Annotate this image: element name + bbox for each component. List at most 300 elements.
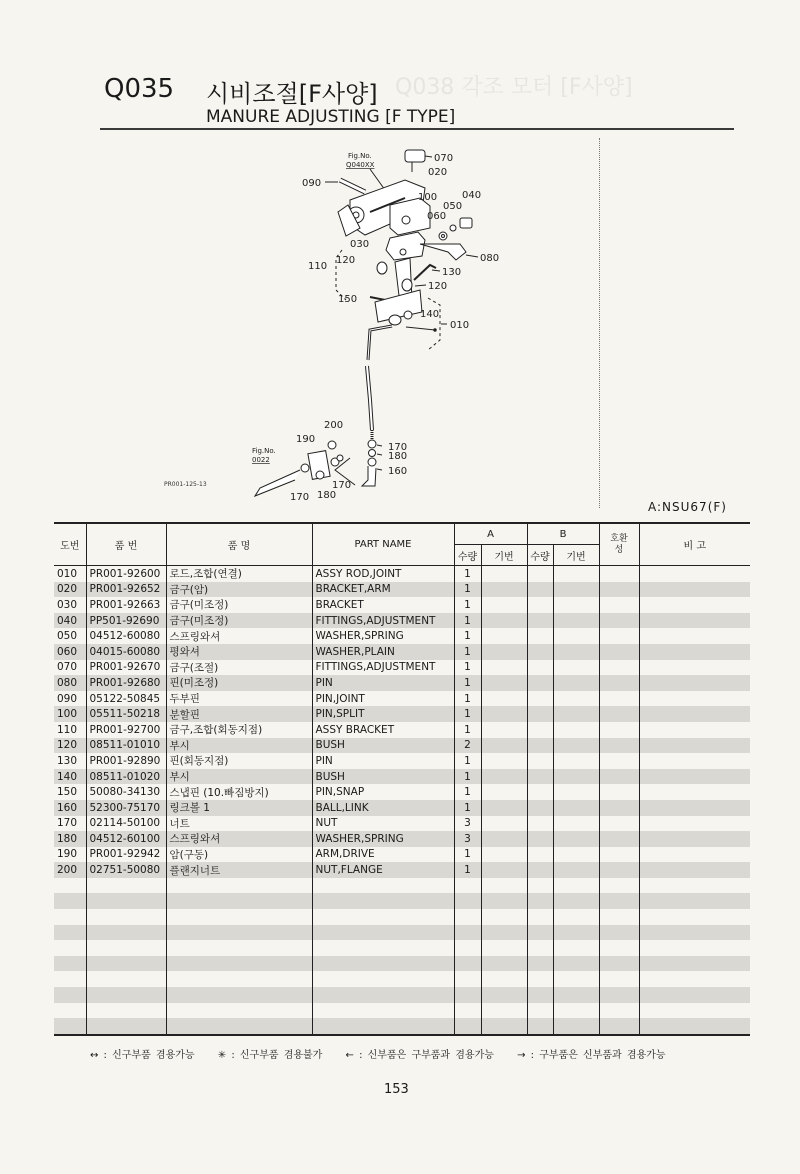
remarks-cell (639, 628, 750, 644)
table-row (54, 738, 750, 754)
callout-020: 020 (428, 167, 448, 178)
qty-b-cell (527, 753, 553, 769)
empty-cell (312, 971, 454, 987)
callout-090: 090 (302, 178, 322, 189)
fig-ref-top-code: Q040XX (346, 161, 375, 169)
remarks-cell (639, 831, 750, 847)
name-ko-cell: 평와셔 (166, 644, 312, 660)
serial-a-cell (481, 769, 527, 785)
remarks-cell (639, 862, 750, 878)
empty-cell (312, 1003, 454, 1019)
empty-cell (166, 878, 312, 894)
empty-cell (553, 909, 599, 925)
table-row (54, 566, 750, 582)
part-name-cell: BRACKET (312, 597, 454, 613)
empty-cell (599, 878, 639, 894)
empty-cell (481, 925, 527, 941)
header-serial-a: 기번 (481, 545, 527, 566)
part-name-cell: NUT,FLANGE (312, 862, 454, 878)
part-name-cell: ASSY BRACKET (312, 722, 454, 738)
column-divider (599, 138, 600, 508)
qty-a-cell: 1 (454, 784, 481, 800)
ref-no-cell: 200 (54, 862, 86, 878)
empty-cell (481, 893, 527, 909)
bleed-through-text: Q038 각조 모터 [F사양] (395, 75, 633, 100)
empty-cell (599, 987, 639, 1003)
serial-b-cell (553, 862, 599, 878)
empty-cell (481, 971, 527, 987)
serial-a-cell (481, 597, 527, 613)
part-name-cell: PIN,SPLIT (312, 706, 454, 722)
interchange-cell (599, 847, 639, 863)
empty-cell (312, 1018, 454, 1035)
table-row (54, 769, 750, 785)
name-ko-cell: 로드,조합(연결) (166, 566, 312, 582)
qty-b-cell (527, 831, 553, 847)
qty-b-cell (527, 847, 553, 863)
empty-cell (166, 1018, 312, 1035)
empty-cell (553, 987, 599, 1003)
empty-cell (86, 940, 166, 956)
empty-cell (553, 940, 599, 956)
part-no-cell: 08511-01020 (86, 769, 166, 785)
empty-cell (454, 987, 481, 1003)
serial-b-cell (553, 816, 599, 832)
empty-cell (527, 956, 553, 972)
name-ko-cell: 링크볼 1 (166, 800, 312, 816)
qty-a-cell: 1 (454, 769, 481, 785)
name-ko-cell: 금구(미조정) (166, 597, 312, 613)
empty-cell (166, 909, 312, 925)
callout-170: 170 (388, 442, 408, 453)
empty-cell (454, 893, 481, 909)
remarks-cell (639, 800, 750, 816)
empty-cell (54, 909, 86, 925)
remarks-cell (639, 675, 750, 691)
empty-cell (86, 987, 166, 1003)
fig-ref-top-label: Fig.No. (348, 152, 372, 160)
empty-cell (86, 1003, 166, 1019)
serial-a-cell (481, 613, 527, 629)
part-no-cell: 04512-60080 (86, 628, 166, 644)
ref-no-cell: 090 (57, 692, 78, 705)
callout-080: 080 (480, 253, 500, 264)
part-name-cell: BRACKET,ARM (312, 582, 454, 598)
empty-cell (54, 1018, 86, 1035)
empty-cell (599, 940, 639, 956)
empty-cell (527, 1003, 553, 1019)
qty-a-cell: 1 (454, 644, 481, 660)
callout-200: 200 (324, 420, 344, 431)
legend-item: → : 구부품은 신부품과 겸용가능 (517, 1050, 666, 1061)
serial-b-cell (553, 831, 599, 847)
qty-b-cell (527, 800, 553, 816)
part-name-cell: WASHER,PLAIN (312, 644, 454, 660)
callout-120: 120 (428, 281, 448, 292)
empty-cell (639, 1003, 750, 1019)
empty-cell (86, 893, 166, 909)
empty-cell (553, 956, 599, 972)
empty-cell (54, 1003, 86, 1019)
qty-a-cell: 1 (454, 847, 481, 863)
part-no-cell: 52300-75170 (86, 800, 166, 816)
serial-b-cell (553, 613, 599, 629)
name-ko-cell: 플랜지너트 (166, 862, 312, 878)
table-row (54, 675, 750, 691)
header-group-a: A (454, 523, 527, 545)
ref-no-cell: 020 (54, 582, 86, 598)
empty-cell (599, 893, 639, 909)
empty-cell (481, 956, 527, 972)
header-remarks: 비 고 (639, 523, 750, 566)
name-ko-cell: 핀(회동지점) (166, 753, 312, 769)
interchange-cell (599, 862, 639, 878)
part-name-cell: PIN (312, 675, 454, 691)
remarks-cell (639, 816, 750, 832)
serial-a-cell (481, 831, 527, 847)
remarks-cell (639, 597, 750, 613)
empty-cell (312, 956, 454, 972)
interchange-cell (599, 816, 639, 832)
empty-cell (553, 878, 599, 894)
serial-b-cell (553, 582, 599, 598)
remarks-cell (639, 566, 750, 582)
serial-b-cell (553, 628, 599, 644)
part-name-cell: PIN (312, 753, 454, 769)
table-row (54, 722, 750, 738)
qty-b-cell (527, 582, 553, 598)
empty-cell (86, 971, 166, 987)
empty-cell (166, 971, 312, 987)
callout-050: 050 (443, 201, 463, 212)
empty-table-row (54, 971, 750, 987)
empty-cell (481, 940, 527, 956)
empty-cell (639, 971, 750, 987)
ref-no-cell: 070 (57, 661, 78, 674)
serial-b-cell (553, 706, 599, 722)
interchange-cell (599, 769, 639, 785)
ref-no-cell: 140 (54, 769, 86, 785)
empty-cell (599, 971, 639, 987)
remarks-cell (639, 847, 750, 863)
exploded-parts-diagram (160, 140, 500, 505)
empty-table-row (54, 878, 750, 894)
empty-cell (639, 987, 750, 1003)
ref-no-cell: 050 (57, 630, 78, 643)
header-qty-a: 수량 (454, 545, 481, 566)
empty-cell (454, 971, 481, 987)
empty-cell (639, 956, 750, 972)
empty-cell (86, 925, 166, 941)
qty-b-cell (527, 738, 553, 754)
qty-a-cell: 1 (454, 660, 481, 676)
name-ko-cell: 부시 (166, 738, 312, 754)
ref-no-cell: 080 (54, 675, 86, 691)
remarks-cell (639, 582, 750, 598)
empty-cell (54, 956, 86, 972)
name-ko-cell: 핀(미조정) (166, 675, 312, 691)
empty-cell (166, 1003, 312, 1019)
interchange-cell (599, 582, 639, 598)
name-ko-cell: 스프링와셔 (166, 831, 312, 847)
table-row (54, 784, 750, 800)
serial-b-cell (553, 769, 599, 785)
callout-030: 030 (350, 239, 370, 250)
empty-cell (166, 956, 312, 972)
callout-170: 170 (332, 480, 352, 491)
table-row (54, 753, 750, 769)
table-row (54, 691, 750, 707)
part-name-cell: BALL,LINK (312, 800, 454, 816)
empty-table-row (54, 909, 750, 925)
serial-a-cell (481, 784, 527, 800)
qty-b-cell (527, 862, 553, 878)
qty-a-cell: 1 (454, 613, 481, 629)
empty-table-row (54, 925, 750, 941)
remarks-cell (639, 613, 750, 629)
header-name-ko: 품 명 (166, 523, 312, 566)
callout-110: 110 (308, 261, 328, 272)
empty-cell (312, 878, 454, 894)
part-name-cell: PIN,SNAP (312, 784, 454, 800)
part-no-cell: PR001-92700 (86, 722, 166, 738)
empty-cell (481, 909, 527, 925)
empty-cell (553, 971, 599, 987)
table-row (54, 597, 750, 613)
empty-cell (527, 925, 553, 941)
ref-no-cell: 060 (54, 644, 86, 660)
name-ko-cell: 금구(미조정) (166, 613, 312, 629)
header-rule (100, 128, 734, 130)
header-ref-no: 도번 (54, 523, 86, 566)
qty-b-cell (527, 784, 553, 800)
name-ko-cell: 너트 (166, 816, 312, 832)
interchange-cell (599, 738, 639, 754)
empty-cell (553, 1003, 599, 1019)
qty-b-cell (527, 660, 553, 676)
empty-cell (454, 1018, 481, 1035)
interchange-cell (599, 784, 639, 800)
serial-a-cell (481, 800, 527, 816)
empty-cell (481, 987, 527, 1003)
empty-cell (54, 940, 86, 956)
serial-a-cell (481, 582, 527, 598)
serial-b-cell (553, 660, 599, 676)
remarks-cell (639, 722, 750, 738)
name-ko-cell: 금구(조절) (166, 660, 312, 676)
name-ko-cell: 분할핀 (166, 706, 312, 722)
part-name-cell: ASSY ROD,JOINT (312, 566, 454, 582)
part-name-cell: WASHER,SPRING (312, 628, 454, 644)
empty-table-row (54, 1003, 750, 1019)
ref-no-cell: 110 (57, 723, 78, 736)
qty-a-cell: 3 (454, 816, 481, 832)
part-no-cell: 05511-50218 (86, 706, 166, 722)
empty-cell (312, 987, 454, 1003)
interchange-cell (599, 753, 639, 769)
callout-130: 130 (442, 267, 462, 278)
empty-cell (54, 925, 86, 941)
empty-cell (639, 909, 750, 925)
serial-b-cell (553, 847, 599, 863)
ref-no-cell: 040 (54, 613, 86, 629)
remarks-cell (639, 644, 750, 660)
empty-cell (527, 893, 553, 909)
empty-cell (527, 1018, 553, 1035)
empty-cell (312, 940, 454, 956)
qty-b-cell (527, 613, 553, 629)
part-no-cell: PR001-92670 (86, 660, 166, 676)
qty-b-cell (527, 769, 553, 785)
serial-b-cell (553, 753, 599, 769)
fig-ref-bottom-label: Fig.No. (252, 447, 276, 455)
header-part-no: 품 번 (86, 523, 166, 566)
empty-cell (599, 956, 639, 972)
qty-a-cell: 1 (454, 597, 481, 613)
interchange-cell (599, 831, 639, 847)
qty-a-cell: 1 (454, 722, 481, 738)
ref-no-cell: 170 (57, 817, 78, 830)
table-row (54, 582, 750, 598)
ref-no-cell: 120 (54, 738, 86, 754)
part-no-cell: 04015-60080 (86, 644, 166, 660)
empty-cell (599, 1018, 639, 1035)
qty-b-cell (527, 706, 553, 722)
empty-cell (639, 940, 750, 956)
empty-cell (527, 878, 553, 894)
empty-cell (553, 925, 599, 941)
header-serial-b: 기번 (553, 545, 599, 566)
legend-item: ↔ : 신구부품 겸용가능 (90, 1050, 195, 1061)
remarks-cell (639, 706, 750, 722)
empty-cell (599, 1003, 639, 1019)
part-no-cell: PR001-92600 (86, 566, 166, 582)
interchange-cell (599, 644, 639, 660)
qty-a-cell: 3 (454, 831, 481, 847)
table-row (54, 862, 750, 878)
empty-cell (454, 940, 481, 956)
part-no-cell: 02114-50100 (86, 816, 166, 832)
callout-010: 010 (450, 320, 470, 331)
empty-cell (54, 878, 86, 894)
interchange-cell (599, 675, 639, 691)
serial-a-cell (481, 691, 527, 707)
page-number: 153 (384, 1082, 409, 1097)
empty-cell (481, 1018, 527, 1035)
table-row (54, 847, 750, 863)
interchange-cell (599, 800, 639, 816)
table-row (54, 613, 750, 629)
remarks-cell (639, 738, 750, 754)
empty-cell (481, 1003, 527, 1019)
serial-b-cell (553, 691, 599, 707)
interchange-cell (599, 613, 639, 629)
empty-cell (312, 909, 454, 925)
ref-no-cell: 180 (54, 831, 86, 847)
callout-160: 160 (388, 466, 408, 477)
qty-a-cell: 1 (454, 582, 481, 598)
empty-cell (166, 925, 312, 941)
serial-a-cell (481, 847, 527, 863)
empty-cell (86, 909, 166, 925)
empty-cell (166, 893, 312, 909)
model-note: A:NSU67(F) (648, 500, 727, 514)
section-code: Q035 (104, 74, 175, 104)
empty-cell (86, 956, 166, 972)
serial-b-cell (553, 644, 599, 660)
qty-a-cell: 1 (454, 566, 481, 582)
callout-100: 100 (418, 192, 438, 203)
name-ko-cell: 금구,조합(회동지점) (166, 722, 312, 738)
qty-b-cell (527, 628, 553, 644)
serial-a-cell (481, 660, 527, 676)
table-row (54, 816, 750, 832)
empty-table-row (54, 940, 750, 956)
empty-table-row (54, 956, 750, 972)
remarks-cell (639, 769, 750, 785)
empty-cell (527, 971, 553, 987)
serial-a-cell (481, 862, 527, 878)
empty-cell (599, 909, 639, 925)
empty-table-row (54, 1018, 750, 1035)
empty-table-row (54, 893, 750, 909)
page-title-english: MANURE ADJUSTING [F TYPE] (206, 107, 456, 127)
table-row (54, 644, 750, 660)
serial-b-cell (553, 800, 599, 816)
serial-a-cell (481, 738, 527, 754)
serial-a-cell (481, 675, 527, 691)
interchangeability-legend (90, 1046, 684, 1061)
remarks-cell (639, 784, 750, 800)
empty-cell (527, 987, 553, 1003)
interchange-cell (599, 660, 639, 676)
name-ko-cell: 암(구동) (166, 847, 312, 863)
empty-cell (454, 925, 481, 941)
empty-cell (86, 878, 166, 894)
qty-b-cell (527, 644, 553, 660)
part-name-cell: WASHER,SPRING (312, 831, 454, 847)
callout-060: 060 (427, 211, 447, 222)
ref-no-cell: 100 (54, 706, 86, 722)
serial-a-cell (481, 722, 527, 738)
empty-cell (481, 878, 527, 894)
empty-cell (527, 909, 553, 925)
serial-b-cell (553, 675, 599, 691)
callout-070: 070 (434, 153, 454, 164)
header-group-b: B (527, 523, 599, 545)
ref-no-cell: 160 (54, 800, 86, 816)
empty-cell (553, 1018, 599, 1035)
empty-cell (639, 925, 750, 941)
remarks-cell (639, 660, 750, 676)
empty-cell (54, 987, 86, 1003)
empty-cell (454, 956, 481, 972)
callout-180: 180 (317, 490, 337, 501)
empty-cell (639, 893, 750, 909)
legend-item: ← : 신부품은 구부품과 겸용가능 (345, 1050, 494, 1061)
ref-no-cell: 190 (57, 848, 78, 861)
qty-b-cell (527, 597, 553, 613)
empty-cell (54, 893, 86, 909)
part-name-cell: ARM,DRIVE (312, 847, 454, 863)
callout-190: 190 (296, 434, 316, 445)
interchange-cell (599, 597, 639, 613)
page-title-korean: 시비조절[F사양] (206, 80, 378, 108)
serial-b-cell (553, 784, 599, 800)
serial-a-cell (481, 628, 527, 644)
part-name-cell: FITTINGS,ADJUSTMENT (312, 613, 454, 629)
interchange-cell (599, 706, 639, 722)
